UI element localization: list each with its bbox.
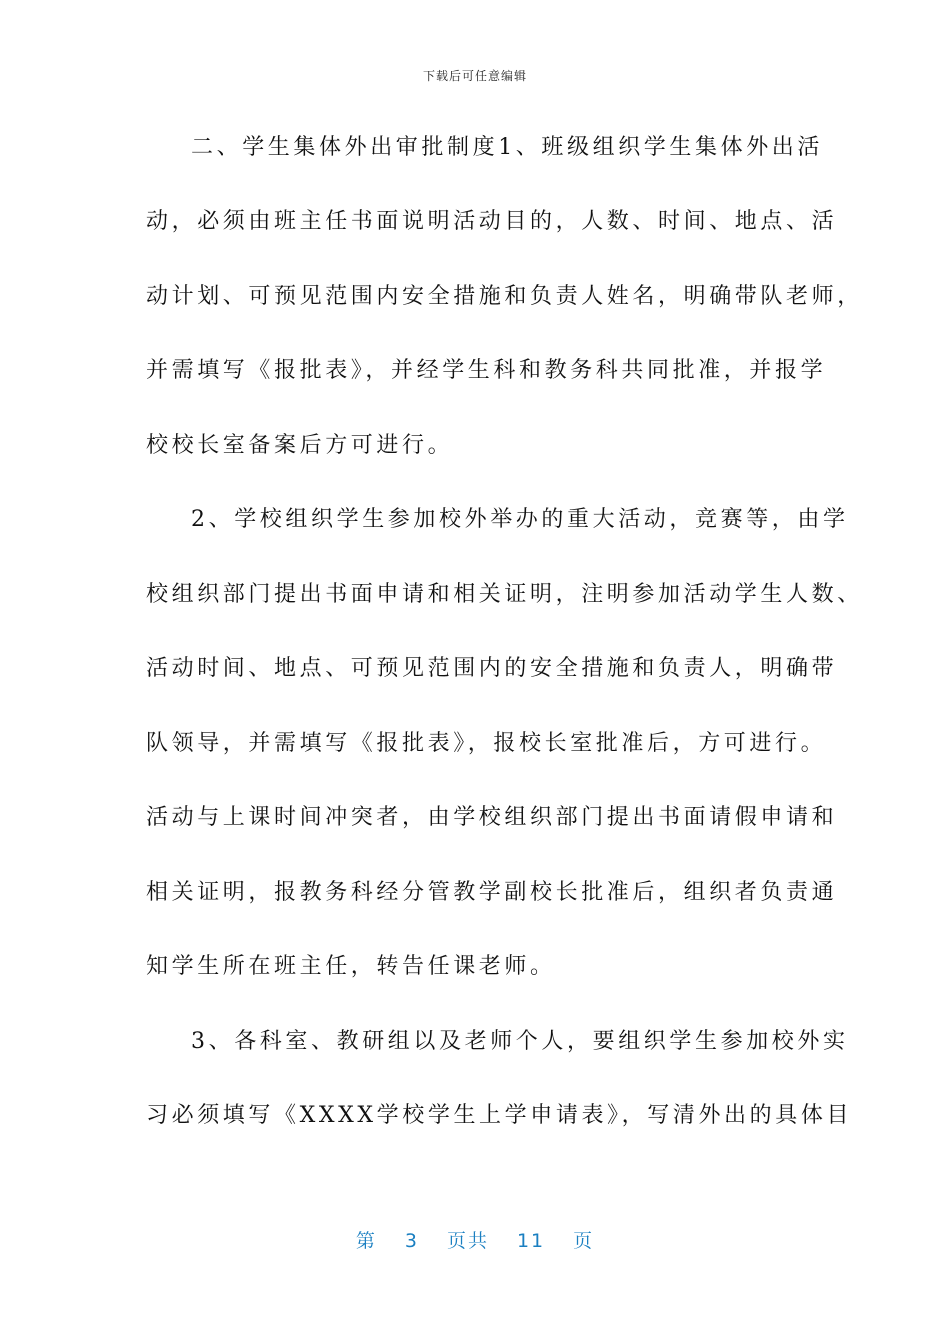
body-line: 并需填写《报批表》，并经学生科和教务科共同批准，并报学 [146, 358, 827, 383]
body-line: 活动时间、地点、可预见范围内的安全措施和负责人，明确带 [146, 656, 838, 681]
footer-prefix: 第 [355, 1230, 377, 1252]
body-line: 活动与上课时间冲突者，由学校组织部门提出书面请假申请和 [146, 805, 838, 830]
body-line: 2、学校组织学生参加校外举办的重大活动，竞赛等，由学 [191, 507, 849, 532]
body-line: 动计划、可预见范围内安全措施和负责人姓名，明确带队老师， [146, 284, 863, 309]
header-note: 下载后可任意编辑 [422, 69, 527, 83]
body-line: 3、各科室、教研组以及老师个人，要组织学生参加校外实 [191, 1029, 849, 1054]
footer-middle: 页共 [446, 1230, 489, 1252]
body-line: 校组织部门提出书面申请和相关证明，注明参加活动学生人数、 [146, 582, 863, 607]
body-line: 二、学生集体外出审批制度1、班级组织学生集体外出活 [191, 135, 823, 160]
footer-total-pages: 11 [516, 1230, 546, 1252]
body-line: 队领导，并需填写《报批表》，报校长室批准后，方可进行。 [146, 731, 827, 756]
body-line: 习必须填写《XXXX学校学生上学申请表》，写清外出的具体目 [146, 1103, 853, 1128]
footer-current-page: 3 [404, 1230, 419, 1252]
body-line: 动，必须由班主任书面说明活动目的，人数、时间、地点、活 [146, 209, 838, 234]
body-line: 相关证明，报教务科经分管教学副校长批准后，组织者负责通 [146, 880, 838, 905]
page-footer [0, 1226, 950, 1253]
footer-suffix: 页 [573, 1230, 595, 1252]
body-line: 校校长室备案后方可进行。 [146, 433, 454, 458]
body-line: 知学生所在班主任，转告任课老师。 [146, 954, 556, 979]
